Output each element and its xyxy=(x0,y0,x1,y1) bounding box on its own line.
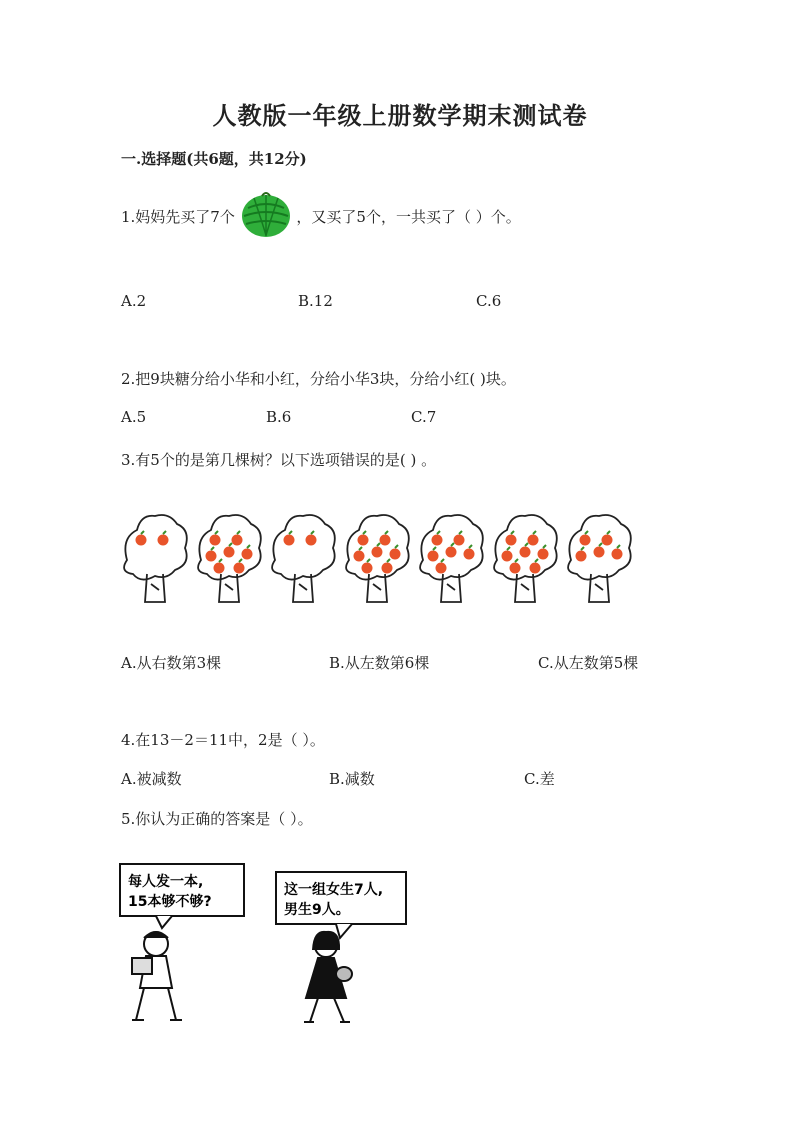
apple xyxy=(382,563,393,574)
apple-tree xyxy=(124,515,187,602)
apple xyxy=(242,549,253,560)
apple xyxy=(380,535,391,546)
apple xyxy=(232,535,243,546)
apple xyxy=(520,547,531,558)
apple-tree xyxy=(346,515,409,602)
apple-tree xyxy=(420,515,483,602)
apple xyxy=(612,549,623,560)
question-2-text: 2.把9块糖分给小华和小红，分给小华3块，分给小红( )块。 xyxy=(121,370,516,388)
q2-option-c[interactable]: C.7 xyxy=(411,408,437,426)
apple xyxy=(436,563,447,574)
question-1-text-before: 1.妈妈先买了7个 xyxy=(121,207,235,226)
apple xyxy=(234,563,245,574)
q3-option-a[interactable]: A.从右数第3棵 xyxy=(121,654,222,672)
apple xyxy=(602,535,613,546)
apple xyxy=(214,563,225,574)
question-4-text: 4.在13－2＝11中，2是（ ）。 xyxy=(121,731,325,749)
apple xyxy=(594,547,605,558)
question-3-text: 3.有5个的是第几棵树？以下选项错误的是( ) 。 xyxy=(121,451,437,469)
apple xyxy=(224,547,235,558)
girl-figure xyxy=(304,932,352,1022)
q1-option-b[interactable]: B.12 xyxy=(298,292,333,310)
apple-tree xyxy=(568,515,631,602)
apple xyxy=(464,549,475,560)
speech-bubble-right xyxy=(276,872,406,938)
apple xyxy=(538,549,549,560)
q4-option-c[interactable]: C.差 xyxy=(524,770,555,788)
apple xyxy=(502,551,513,562)
q5-illustration xyxy=(118,858,418,1033)
apple xyxy=(390,549,401,560)
apple-tree xyxy=(272,515,335,602)
apple xyxy=(306,535,317,546)
apple xyxy=(362,563,373,574)
q3-option-c[interactable]: C.从左数第5棵 xyxy=(538,654,639,672)
q2-option-a[interactable]: A.5 xyxy=(121,408,147,426)
watermelon-icon xyxy=(240,190,292,242)
apple-trees-illustration xyxy=(118,512,638,612)
q4-option-a[interactable]: A.被减数 xyxy=(121,770,182,788)
apple xyxy=(136,535,147,546)
apple xyxy=(372,547,383,558)
apple xyxy=(506,535,517,546)
apple xyxy=(528,535,539,546)
apple xyxy=(454,535,465,546)
bubble-right-line-1: 这一组女生7人, xyxy=(284,882,384,898)
apple-tree xyxy=(198,515,261,602)
apple xyxy=(354,551,365,562)
bubble-left-line-2: 15本够不够? xyxy=(128,894,212,910)
bubble-left-line-1: 每人发一本, xyxy=(128,874,204,890)
apple xyxy=(210,535,221,546)
q3-option-b[interactable]: B.从左数第6棵 xyxy=(329,654,430,672)
section-heading: 一.选择题(共6题，共12分) xyxy=(121,150,307,168)
q1-option-c[interactable]: C.6 xyxy=(476,292,502,310)
tree-crown xyxy=(272,515,335,580)
apple xyxy=(358,535,369,546)
question-5-text: 5.你认为正确的答案是（ ）。 xyxy=(121,810,313,828)
question-1 xyxy=(121,190,521,242)
apple xyxy=(530,563,541,574)
apple xyxy=(510,563,521,574)
apple xyxy=(580,535,591,546)
q1-option-a[interactable]: A.2 xyxy=(121,292,147,310)
q4-option-b[interactable]: B.减数 xyxy=(329,770,375,788)
apple xyxy=(576,551,587,562)
apple xyxy=(446,547,457,558)
page-title: 人教版一年级上册数学期末测试卷 xyxy=(212,101,588,130)
speech-bubble-left xyxy=(120,864,244,928)
bubble-right-line-2: 男生9人。 xyxy=(284,902,350,918)
question-1-text-after: ，又买了5个，一共买了（ ）个。 xyxy=(296,207,521,226)
apple xyxy=(158,535,169,546)
apple xyxy=(432,535,443,546)
apple xyxy=(206,551,217,562)
q2-option-b[interactable]: B.6 xyxy=(266,408,292,426)
apple-tree xyxy=(494,515,557,602)
tree-crown xyxy=(124,515,187,580)
apple xyxy=(428,551,439,562)
boy-figure xyxy=(132,932,182,1020)
apple xyxy=(284,535,295,546)
